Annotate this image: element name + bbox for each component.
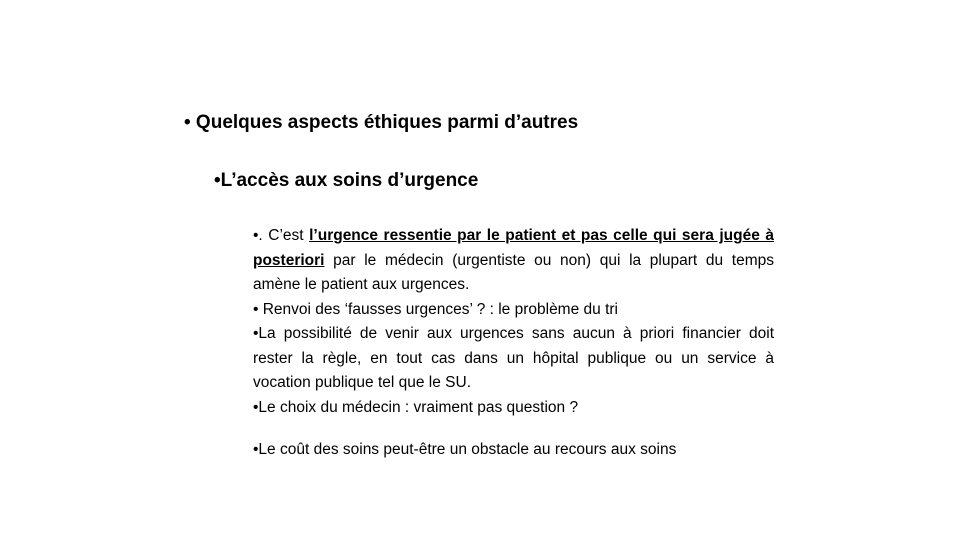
paragraph-rest: par le médecin (urgentiste ou non) qui la plupart du temps amène le patient aux urgences. [253, 251, 774, 293]
paragraph-cout: •Le coût des soins peut-être un obstacle au recours aux soins [253, 441, 677, 458]
paragraph-choix-medecin: •Le choix du médecin : vraiment pas question ? [253, 398, 579, 416]
paragraph-possibilite: •La possibilité de venir aux urgences sans aucun à priori financier doit rester la règle, en tout cas dans un hôpital publique ou un service à vocation publique tel que le SU. [253, 325, 774, 391]
subheading-bullet: •L’accès aux soins d’urgence [214, 170, 479, 191]
paragraph-urgence-ressentie [253, 224, 774, 298]
underlined-phrase: l’urgence ressentie par le patient et pas celle qui sera jugée à posteriori [253, 227, 774, 269]
paragraph-intro: •. C’est [253, 227, 310, 244]
body-text-block [253, 224, 774, 463]
heading-bullet: • Quelques aspects éthiques parmi d’autres [184, 112, 579, 133]
paragraph-renvoi: • Renvoi des ‘fausses urgences’ ? : le problème du tri [253, 300, 618, 318]
